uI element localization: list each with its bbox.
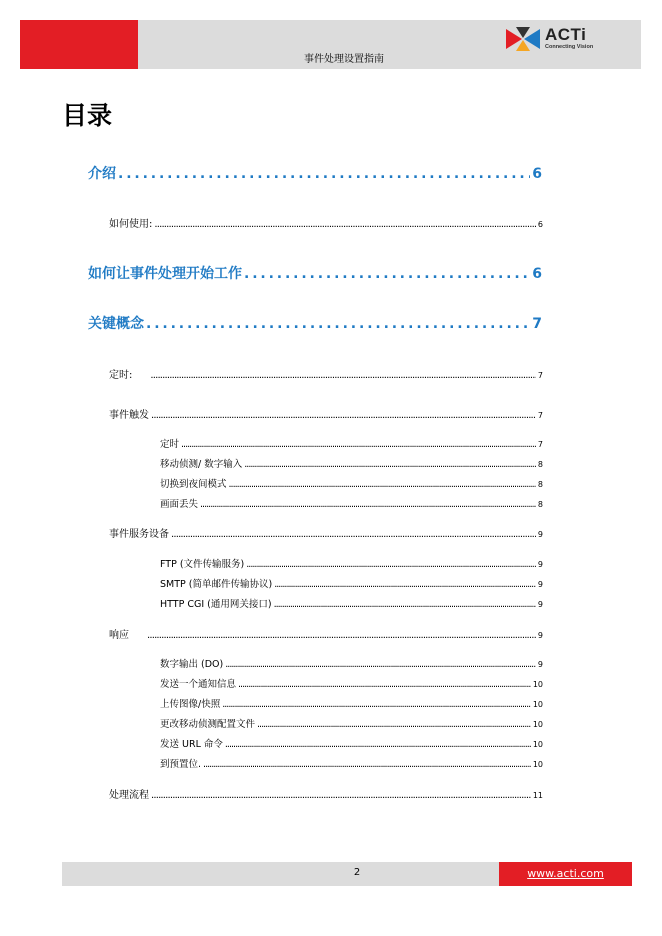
- toc-entry-page: 9: [537, 530, 543, 539]
- toc-entry-ftp[interactable]: [160, 556, 543, 570]
- toc-entry-how-to-use[interactable]: [109, 215, 543, 230]
- toc-entry-responses[interactable]: [109, 626, 543, 641]
- toc-entry-send-url-command[interactable]: [160, 736, 543, 750]
- toc-entry-getting-started[interactable]: [88, 263, 542, 283]
- toc-entry-intro[interactable]: [88, 163, 542, 183]
- leader-dots: [150, 370, 536, 381]
- toc-entry-label: 关键概念: [88, 316, 144, 332]
- toc-entry-process-flow[interactable]: [109, 786, 543, 801]
- toc-entry-label: 数字输出 (DO): [160, 659, 224, 670]
- page-number: 2: [353, 867, 361, 878]
- toc-entry-http-cgi[interactable]: [160, 596, 543, 610]
- leader-dots: [244, 459, 536, 470]
- toc-entry-smtp[interactable]: [160, 576, 543, 590]
- toc-entry-page: 9: [537, 580, 543, 589]
- toc-entry-label: 切换到夜间模式: [160, 479, 227, 490]
- toc-entry-page: 7: [537, 371, 543, 380]
- leader-dots: [257, 719, 531, 730]
- logo-tagline: Connecting Vision: [545, 44, 594, 50]
- leader-dots: [118, 166, 530, 182]
- toc-entry-page: 10: [532, 740, 543, 749]
- toc-entry-label: 事件触发: [109, 410, 149, 421]
- toc-entry-label: 上传图像/快照: [160, 699, 221, 710]
- leader-dots: [151, 790, 531, 801]
- toc-entry-night-mode[interactable]: [160, 476, 543, 490]
- toc-entry-event-triggers[interactable]: [109, 406, 543, 421]
- toc-entry-label: 如何让事件处理开始工作: [88, 266, 242, 282]
- website-link[interactable]: www.acti.com: [527, 867, 604, 880]
- toc-entry-page: 11: [532, 791, 543, 800]
- leader-dots: [229, 479, 536, 490]
- toc-entry-label: 响应: [109, 630, 129, 641]
- toc-entry-label: 画面丢失: [160, 499, 199, 510]
- leader-dots: [146, 316, 530, 332]
- toc-entry-label: 介绍: [88, 166, 116, 182]
- toc-entry-label: 如何使用:: [109, 219, 153, 230]
- toc-entry-page: 6: [532, 166, 542, 182]
- leader-dots: [225, 659, 536, 670]
- toc-entry-label: 到预置位.: [160, 759, 202, 770]
- toc-entry-page: 7: [537, 411, 543, 420]
- toc-entry-page: 6: [537, 220, 543, 229]
- document-title: 事件处理设置指南: [304, 54, 384, 65]
- toc-entry-page: 9: [537, 660, 543, 669]
- toc-entry-page: 9: [537, 631, 543, 640]
- toc-entry-page: 8: [537, 460, 543, 469]
- toc-entry-label: 事件服务设备: [109, 529, 169, 540]
- leader-dots: [274, 579, 536, 590]
- toc-title: 目录: [62, 101, 113, 130]
- toc-entry-schedule[interactable]: [109, 366, 543, 381]
- toc-entry-label: 移动侦测/ 数字输入: [160, 459, 243, 470]
- toc-entry-page: 10: [532, 700, 543, 709]
- toc-entry-label: 定时: [160, 439, 180, 450]
- toc-entry-page: 10: [532, 680, 543, 689]
- header-red-block: [20, 20, 138, 69]
- leader-dots: [246, 559, 536, 570]
- toc-entry-page: 9: [537, 560, 543, 569]
- toc-entry-page: 6: [532, 266, 542, 282]
- leader-dots: [171, 529, 536, 540]
- toc-entry-page: 8: [537, 500, 543, 509]
- logo-brand-text: ACTi: [545, 25, 587, 44]
- toc-entry-page: 9: [537, 600, 543, 609]
- toc-entry-motion-detection[interactable]: [160, 456, 543, 470]
- toc-entry-digital-output[interactable]: [160, 656, 543, 670]
- leader-dots: [238, 679, 531, 690]
- leader-dots: [222, 699, 531, 710]
- toc-entry-go-to-preset[interactable]: [160, 756, 543, 770]
- acti-logo-icon: [506, 27, 540, 51]
- toc-entry-video-loss[interactable]: [160, 496, 543, 510]
- leader-dots: [200, 499, 536, 510]
- toc-entry-label: FTP (文件传输服务): [160, 559, 245, 570]
- toc-entry-change-motion-profile[interactable]: [160, 716, 543, 730]
- toc-entry-page: 8: [537, 480, 543, 489]
- leader-dots: [244, 266, 530, 282]
- leader-dots: [147, 630, 536, 641]
- toc-entry-send-notification[interactable]: [160, 676, 543, 690]
- toc-entry-page: 7: [537, 440, 543, 449]
- toc-entry-page: 10: [532, 760, 543, 769]
- toc-entry-upload-snapshot[interactable]: [160, 696, 543, 710]
- toc-entry-event-servers[interactable]: [109, 525, 543, 540]
- toc-entry-label: 定时:: [109, 370, 133, 381]
- leader-dots: [154, 219, 536, 230]
- toc-entry-label: 更改移动侦测配置文件: [160, 719, 256, 730]
- leader-dots: [151, 410, 536, 421]
- toc-entry-label: 处理流程: [109, 790, 149, 801]
- toc-entry-label: 发送 URL 命令: [160, 739, 223, 750]
- toc-entry-timer[interactable]: [160, 436, 543, 450]
- acti-logo: [506, 26, 606, 54]
- leader-dots: [225, 739, 531, 750]
- leader-dots: [203, 759, 531, 770]
- leader-dots: [181, 439, 536, 450]
- toc-entry-key-concepts[interactable]: [88, 313, 542, 333]
- toc-entry-page: 10: [532, 720, 543, 729]
- toc-entry-label: HTTP CGI (通用网关接口): [160, 599, 272, 610]
- toc-entry-page: 7: [532, 316, 542, 332]
- leader-dots: [274, 599, 536, 610]
- toc-entry-label: SMTP (简单邮件传输协议): [160, 579, 273, 590]
- toc-entry-label: 发送一个通知信息: [160, 679, 237, 690]
